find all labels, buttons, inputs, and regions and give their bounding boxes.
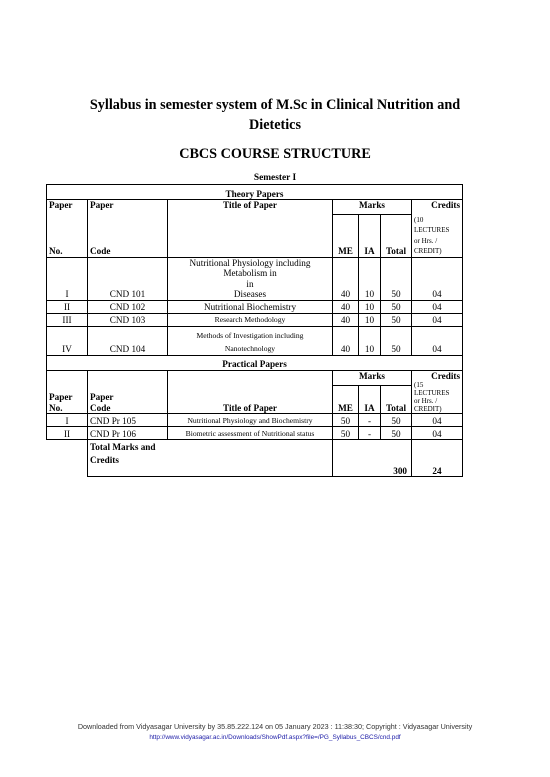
marks-total: 50 xyxy=(381,257,412,300)
totals-row xyxy=(47,440,463,477)
paper-title: Research Methodology xyxy=(168,313,333,326)
practical-header-paper: Paper No. xyxy=(47,370,88,414)
totals-credits: 24 xyxy=(412,440,463,477)
header-marks: Marks xyxy=(333,200,412,215)
paper-title: Nutritional Biochemistry xyxy=(168,300,333,313)
marks-me: 50 xyxy=(333,427,359,440)
marks-me: 40 xyxy=(333,257,359,300)
paper-no: II xyxy=(47,300,88,313)
theory-section-row xyxy=(47,185,463,200)
header-paper: Paper xyxy=(47,200,88,215)
paper-title: Methods of Investigation including Nanotechnology xyxy=(168,326,333,355)
practical-section-label: Practical Papers xyxy=(47,355,463,370)
table-row xyxy=(47,313,463,326)
header-total: Total xyxy=(381,215,412,258)
table-row xyxy=(47,300,463,313)
practical-header-total: Total xyxy=(381,385,412,414)
marks-ia: 10 xyxy=(359,313,381,326)
credits: 04 xyxy=(412,313,463,326)
paper-no: I xyxy=(47,414,88,427)
source-link[interactable]: http://www.vidyasagar.ac.in/Downloads/ShowPdf.aspx?file=/PG_Syllabus_CBCS/cnd.pdf xyxy=(149,734,401,741)
marks-ia: 10 xyxy=(359,300,381,313)
paper-code: CND 104 xyxy=(88,326,168,355)
marks-total: 50 xyxy=(381,313,412,326)
credits: 04 xyxy=(412,300,463,313)
paper-code: CND Pr 106 xyxy=(88,427,168,440)
theory-section-label: Theory Papers xyxy=(47,185,463,200)
marks-me: 40 xyxy=(333,313,359,326)
practical-header-title: Title of Paper xyxy=(168,370,333,414)
header-credits: Credits xyxy=(412,200,463,215)
course-structure-table xyxy=(46,184,463,477)
marks-ia: - xyxy=(359,414,381,427)
marks-ia: 10 xyxy=(359,257,381,300)
header-title: Title of Paper xyxy=(168,200,333,215)
header-code: Code xyxy=(88,215,168,258)
header-code-top: Paper xyxy=(88,200,168,215)
paper-code: CND 101 xyxy=(88,257,168,300)
practical-section-row xyxy=(47,355,463,370)
marks-ia: - xyxy=(359,427,381,440)
practical-header-me: ME xyxy=(333,385,359,414)
credits: 04 xyxy=(412,326,463,355)
table-row xyxy=(47,414,463,427)
theory-header-row-2 xyxy=(47,215,463,258)
paper-code: CND 103 xyxy=(88,313,168,326)
download-footer: Downloaded from Vidyasagar University by 35.85.222.124 on 05 January 2023 : 11:38:30; Copyright : Vidyasagar University xyxy=(77,722,473,731)
credits: 04 xyxy=(412,257,463,300)
practical-header-credits: Credits (15 LECTURES or Hrs. / CREDIT) xyxy=(412,370,463,414)
credits: 04 xyxy=(412,427,463,440)
marks-total: 50 xyxy=(381,414,412,427)
paper-title: Biometric assessment of Nutritional status xyxy=(168,427,333,440)
practical-header-ia: IA xyxy=(359,385,381,414)
paper-no: IV xyxy=(47,326,88,355)
practical-header-marks: Marks xyxy=(333,370,412,385)
credits: 04 xyxy=(412,414,463,427)
totals-marks: 300 xyxy=(333,440,412,477)
marks-me: 50 xyxy=(333,414,359,427)
paper-no: III xyxy=(47,313,88,326)
table-row xyxy=(47,427,463,440)
marks-total: 50 xyxy=(381,326,412,355)
title-line-2: Dietetics xyxy=(249,117,301,133)
paper-code: CND 102 xyxy=(88,300,168,313)
semester-heading: Semester I xyxy=(253,173,297,183)
course-structure-heading: CBCS COURSE STRUCTURE xyxy=(179,146,371,162)
paper-no: II xyxy=(47,427,88,440)
paper-title: Nutritional Physiology and Biochemistry xyxy=(168,414,333,427)
practical-header-row-1 xyxy=(47,370,463,385)
document-title xyxy=(40,95,510,135)
header-ia: IA xyxy=(359,215,381,258)
theory-header-row-1 xyxy=(47,200,463,215)
totals-label: Total Marks and Credits xyxy=(88,440,333,477)
header-paper-no: No. xyxy=(47,215,88,258)
header-credits-note: (10 LECTURES or Hrs. / CREDIT) xyxy=(412,215,463,258)
marks-ia: 10 xyxy=(359,326,381,355)
marks-total: 50 xyxy=(381,300,412,313)
table-row xyxy=(47,326,463,355)
practical-header-code: Paper Code xyxy=(88,370,168,414)
title-line-1: Syllabus in semester system of M.Sc in Clinical Nutrition and xyxy=(89,97,461,113)
paper-title: Nutritional Physiology including Metabolism in in Diseases xyxy=(168,257,333,300)
paper-code: CND Pr 105 xyxy=(88,414,168,427)
marks-me: 40 xyxy=(333,300,359,313)
paper-no: I xyxy=(47,257,88,300)
table-row xyxy=(47,257,463,300)
header-me: ME xyxy=(333,215,359,258)
marks-total: 50 xyxy=(381,427,412,440)
marks-me: 40 xyxy=(333,326,359,355)
